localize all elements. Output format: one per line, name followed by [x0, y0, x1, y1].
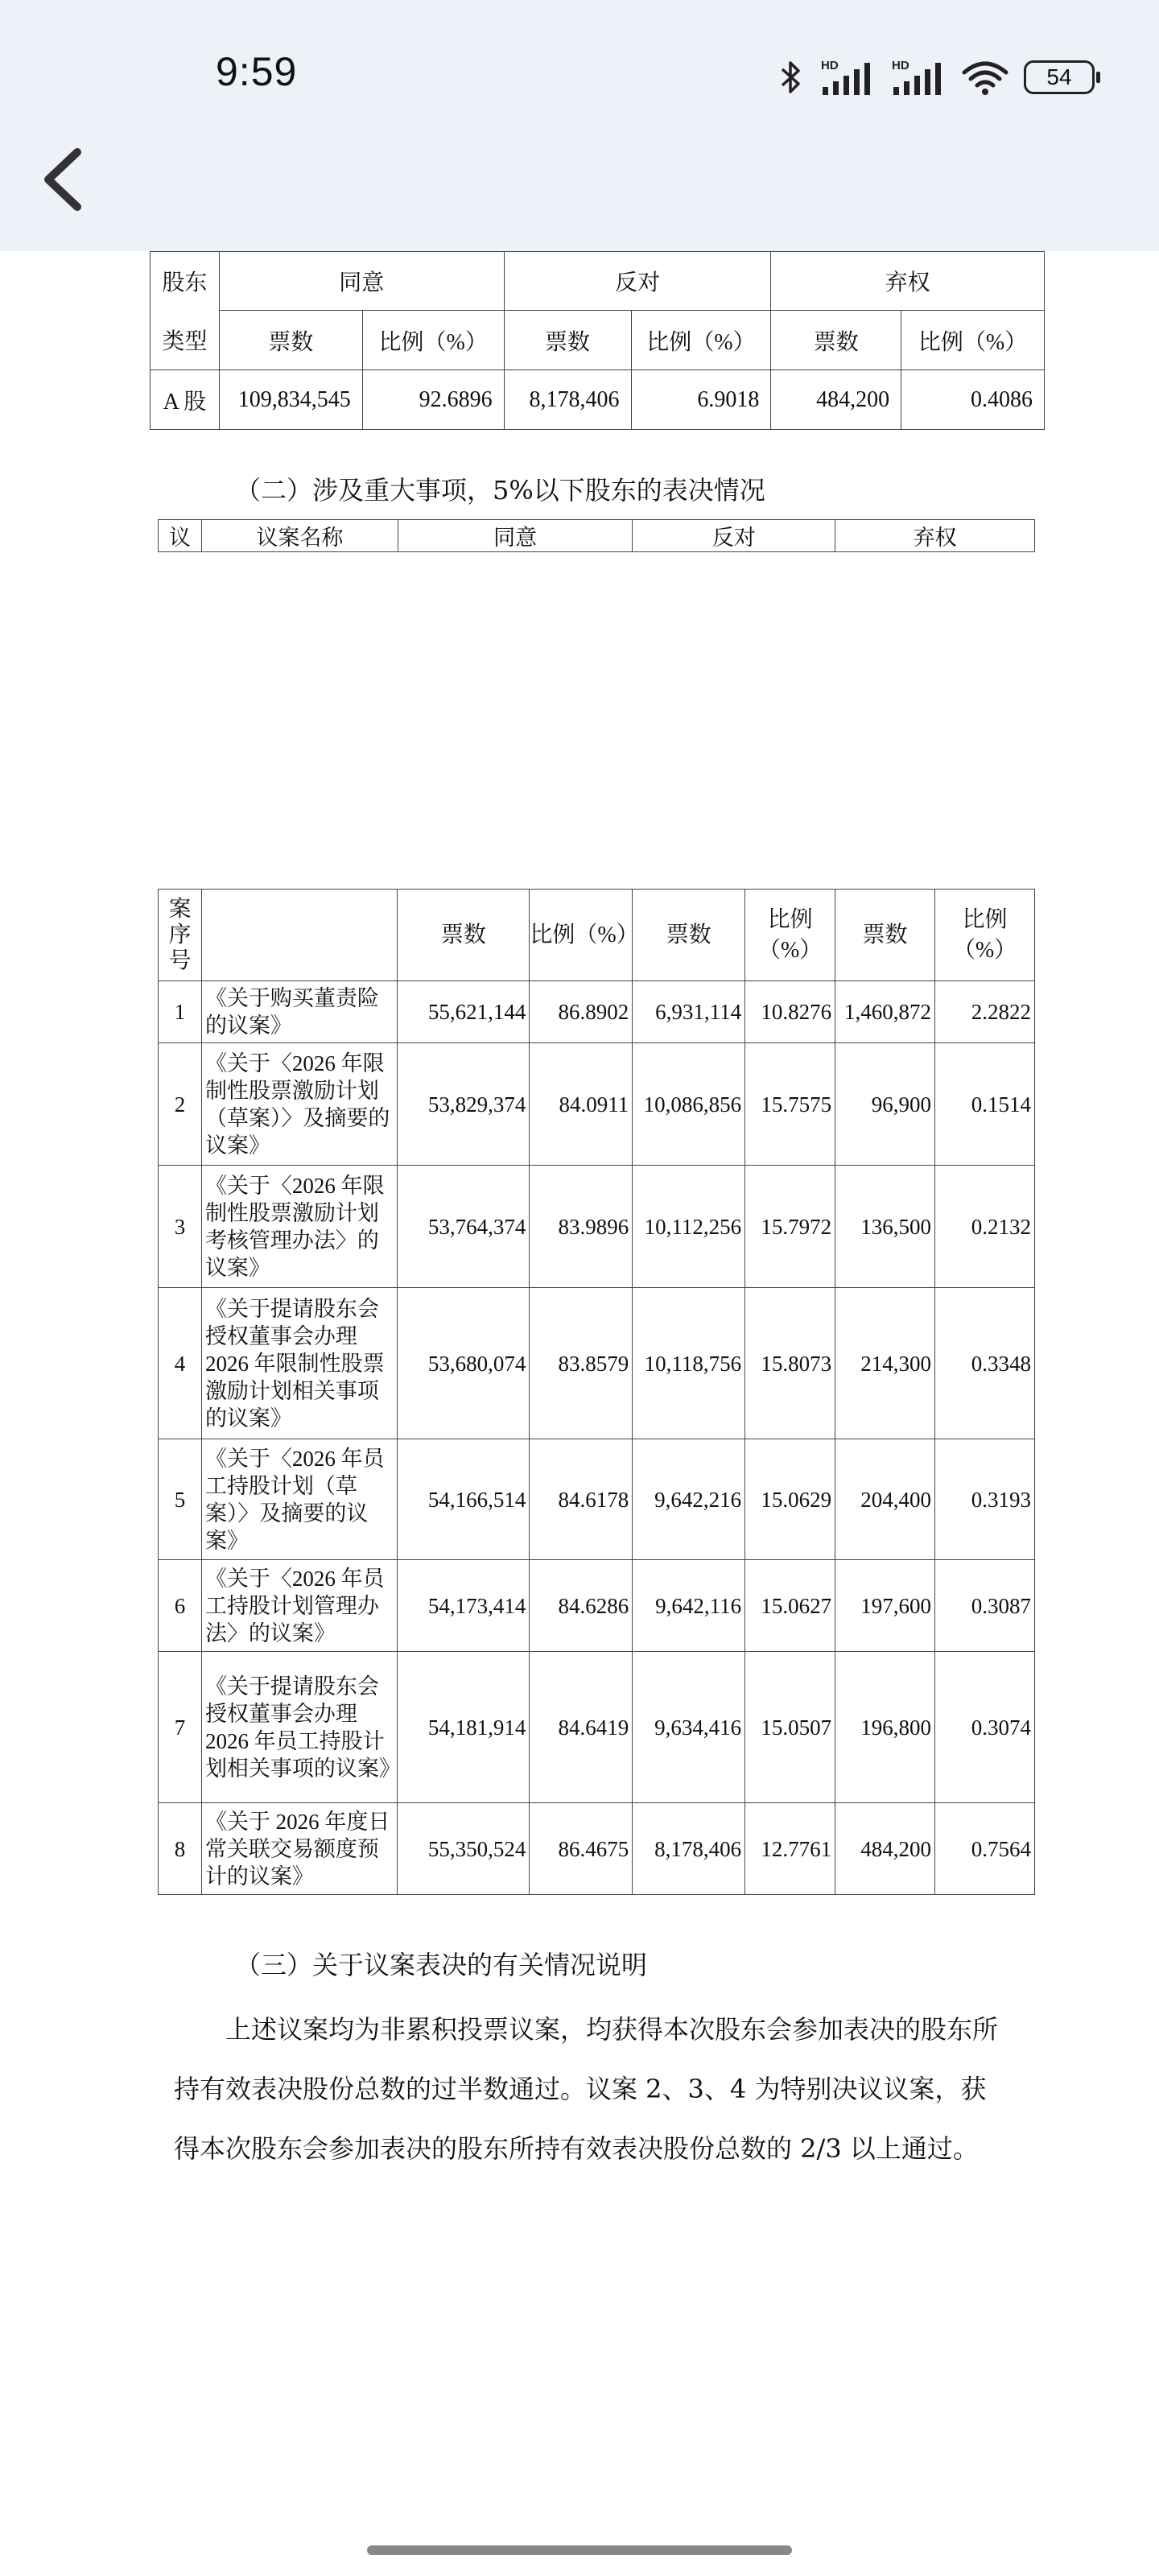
table-cell: 136,500 [835, 1166, 935, 1288]
table-cell: 0.2132 [935, 1166, 1035, 1288]
status-icons [777, 56, 1095, 98]
table-cell: 6,931,114 [633, 981, 745, 1043]
proposal-name: 《关于提请股东会授权董事会办理2026 年员工持股计划相关事项的议案》 [201, 1652, 398, 1803]
proposal-no: 2 [159, 1043, 202, 1166]
table-cell: 83.8579 [530, 1288, 633, 1439]
chevron-left-icon [40, 147, 87, 212]
table-header-cell: 比例（%） [935, 890, 1035, 981]
bluetooth-icon [777, 58, 805, 97]
table-cell: 15.8073 [745, 1288, 835, 1439]
proposal-name: 《关于提请股东会授权董事会办理2026 年限制性股票激励计划相关事项的议案》 [201, 1288, 398, 1439]
status-time: 9:59 [216, 49, 298, 94]
table-cell: 15.0507 [745, 1652, 835, 1803]
table-cell: 12.7761 [745, 1803, 835, 1895]
table-cell: 0.3087 [935, 1560, 1035, 1652]
table-cell: 2.2822 [935, 981, 1035, 1043]
section-heading: （三）关于议案表决的有关情况说明 [235, 1950, 648, 1980]
table-row [159, 1043, 1035, 1166]
table-cell: 484,200 [835, 1803, 935, 1895]
table-header-cell: 比例（%） [631, 311, 771, 370]
table-row [159, 1166, 1035, 1288]
table-cell: 83.9896 [530, 1166, 633, 1288]
proposal-no: 7 [159, 1652, 202, 1803]
table-header-cell: 议 [159, 520, 202, 552]
table-row [159, 1652, 1035, 1803]
table-cell: 84.0911 [530, 1043, 633, 1166]
table-header-cell: 票数 [835, 890, 935, 981]
proposal-table-header [158, 519, 1035, 552]
table-cell: 204,400 [835, 1439, 935, 1560]
table-header-cell: 票数 [504, 311, 631, 370]
table-row [159, 1560, 1035, 1652]
top-bar [0, 0, 1159, 251]
proposal-name: 《关于购买董责险的议案》 [201, 981, 398, 1043]
table-row [159, 1803, 1035, 1895]
table-cell: 0.3348 [935, 1288, 1035, 1439]
table-header-cell: 票数 [398, 890, 530, 981]
table-header-cell: 反对 [633, 520, 835, 552]
table-header-cell: 比例（%） [901, 311, 1045, 370]
table-header-cell: 类型 [151, 311, 220, 370]
proposal-name: 《关于〈2026 年限制性股票激励计划（草案）〉及摘要的议案》 [201, 1043, 398, 1166]
table-cell: 53,829,374 [398, 1043, 530, 1166]
proposal-no: 3 [159, 1166, 202, 1288]
table-cell: 10,086,856 [633, 1043, 745, 1166]
table-cell: 96,900 [835, 1043, 935, 1166]
network-type-label: HD [892, 59, 909, 72]
table-header-cell: 票数 [219, 311, 362, 370]
table-cell: 84.6419 [530, 1652, 633, 1803]
table-header-cell: 反对 [504, 252, 771, 311]
table-row [159, 1288, 1035, 1439]
table-header-cell: 议案名称 [201, 520, 398, 552]
section-heading: （二）涉及重大事项，5%以下股东的表决情况 [235, 475, 765, 506]
table-cell: 8,178,406 [504, 370, 631, 430]
proposal-no: 6 [159, 1560, 202, 1652]
vote-summary-table [150, 251, 1045, 430]
table-cell: 109,834,545 [219, 370, 362, 430]
table-cell: 0.3193 [935, 1439, 1035, 1560]
table-header-cell: 票数 [771, 311, 901, 370]
proposal-name: 《关于〈2026 年员工持股计划管理办法〉的议案》 [201, 1560, 398, 1652]
proposal-no: 8 [159, 1803, 202, 1895]
proposal-no: 4 [159, 1288, 202, 1439]
table-cell: 9,634,416 [633, 1652, 745, 1803]
table-cell: 55,621,144 [398, 981, 530, 1043]
table-row [159, 1439, 1035, 1560]
proposal-name: 《关于〈2026 年限制性股票激励计划考核管理办法〉的议案》 [201, 1166, 398, 1288]
table-cell: 10,112,256 [633, 1166, 745, 1288]
proposal-name: 《关于〈2026 年员工持股计划（草案）〉及摘要的议案》 [201, 1439, 398, 1560]
table-header-cell: 比例（%） [362, 311, 504, 370]
table-row [159, 981, 1035, 1043]
table-cell: 0.1514 [935, 1043, 1035, 1166]
table-row [151, 370, 1045, 430]
table-header-cell: 比例（%） [745, 890, 835, 981]
body-paragraph: 上述议案均为非累积投票议案，均获得本次股东会参加表决的股东所持有效表决股份总数的过半数通过。议案 2、3、4 为特别决议议案，获得本次股东会参加表决的股东所持有效表决股份总数的 2/3 以上通过。 [174, 2014, 999, 2164]
battery-icon: 54 [1024, 60, 1095, 94]
table-header-cell: 比例（%） [530, 890, 633, 981]
table-cell: 54,173,414 [398, 1560, 530, 1652]
shareholder-type-cell: A 股 [151, 370, 220, 430]
table-cell: 6.9018 [631, 370, 771, 430]
proposal-name: 《关于 2026 年度日常关联交易额度预计的议案》 [201, 1803, 398, 1895]
table-cell: 15.7972 [745, 1166, 835, 1288]
table-cell: 86.4675 [530, 1803, 633, 1895]
table-cell: 86.8902 [530, 981, 633, 1043]
table-cell: 9,642,116 [633, 1560, 745, 1652]
table-cell: 53,764,374 [398, 1166, 530, 1288]
table-cell: 84.6178 [530, 1439, 633, 1560]
table-cell: 10,118,756 [633, 1288, 745, 1439]
table-header-cell: 股东 [151, 252, 220, 311]
table-cell: 15.0627 [745, 1560, 835, 1652]
home-indicator[interactable] [367, 2545, 792, 2555]
signal-strength-icon [890, 58, 947, 97]
table-cell: 84.6286 [530, 1560, 633, 1652]
proposal-no: 1 [159, 981, 202, 1043]
proposal-no: 5 [159, 1439, 202, 1560]
network-type-label: HD [821, 59, 839, 72]
table-header-cell: 弃权 [835, 520, 1035, 552]
proposal-vote-table [158, 889, 1035, 1895]
table-cell: 9,642,216 [633, 1439, 745, 1560]
table-cell: 55,350,524 [398, 1803, 530, 1895]
back-button[interactable] [40, 147, 87, 212]
table-cell: 92.6896 [362, 370, 504, 430]
table-cell: 15.7575 [745, 1043, 835, 1166]
table-cell: 15.0629 [745, 1439, 835, 1560]
table-cell: 0.4086 [901, 370, 1045, 430]
table-cell: 197,600 [835, 1560, 935, 1652]
table-header-cell: 同意 [398, 520, 633, 552]
table-cell: 0.7564 [935, 1803, 1035, 1895]
table-cell: 53,680,074 [398, 1288, 530, 1439]
table-cell: 8,178,406 [633, 1803, 745, 1895]
wifi-icon [961, 58, 1009, 97]
table-header-cell: 案序号 [159, 890, 202, 981]
table-cell: 10.8276 [745, 981, 835, 1043]
table-cell: 54,181,914 [398, 1652, 530, 1803]
table-cell: 0.3074 [935, 1652, 1035, 1803]
table-cell: 54,166,514 [398, 1439, 530, 1560]
table-cell: 484,200 [771, 370, 901, 430]
table-header-cell: 票数 [633, 890, 745, 981]
table-cell: 214,300 [835, 1288, 935, 1439]
table-cell: 196,800 [835, 1652, 935, 1803]
table-cell: 1,460,872 [835, 981, 935, 1043]
table-header-cell: 弃权 [771, 252, 1045, 311]
table-header-cell: 同意 [219, 252, 504, 311]
signal-strength-icon [819, 58, 876, 97]
table-header-cell [201, 890, 398, 981]
